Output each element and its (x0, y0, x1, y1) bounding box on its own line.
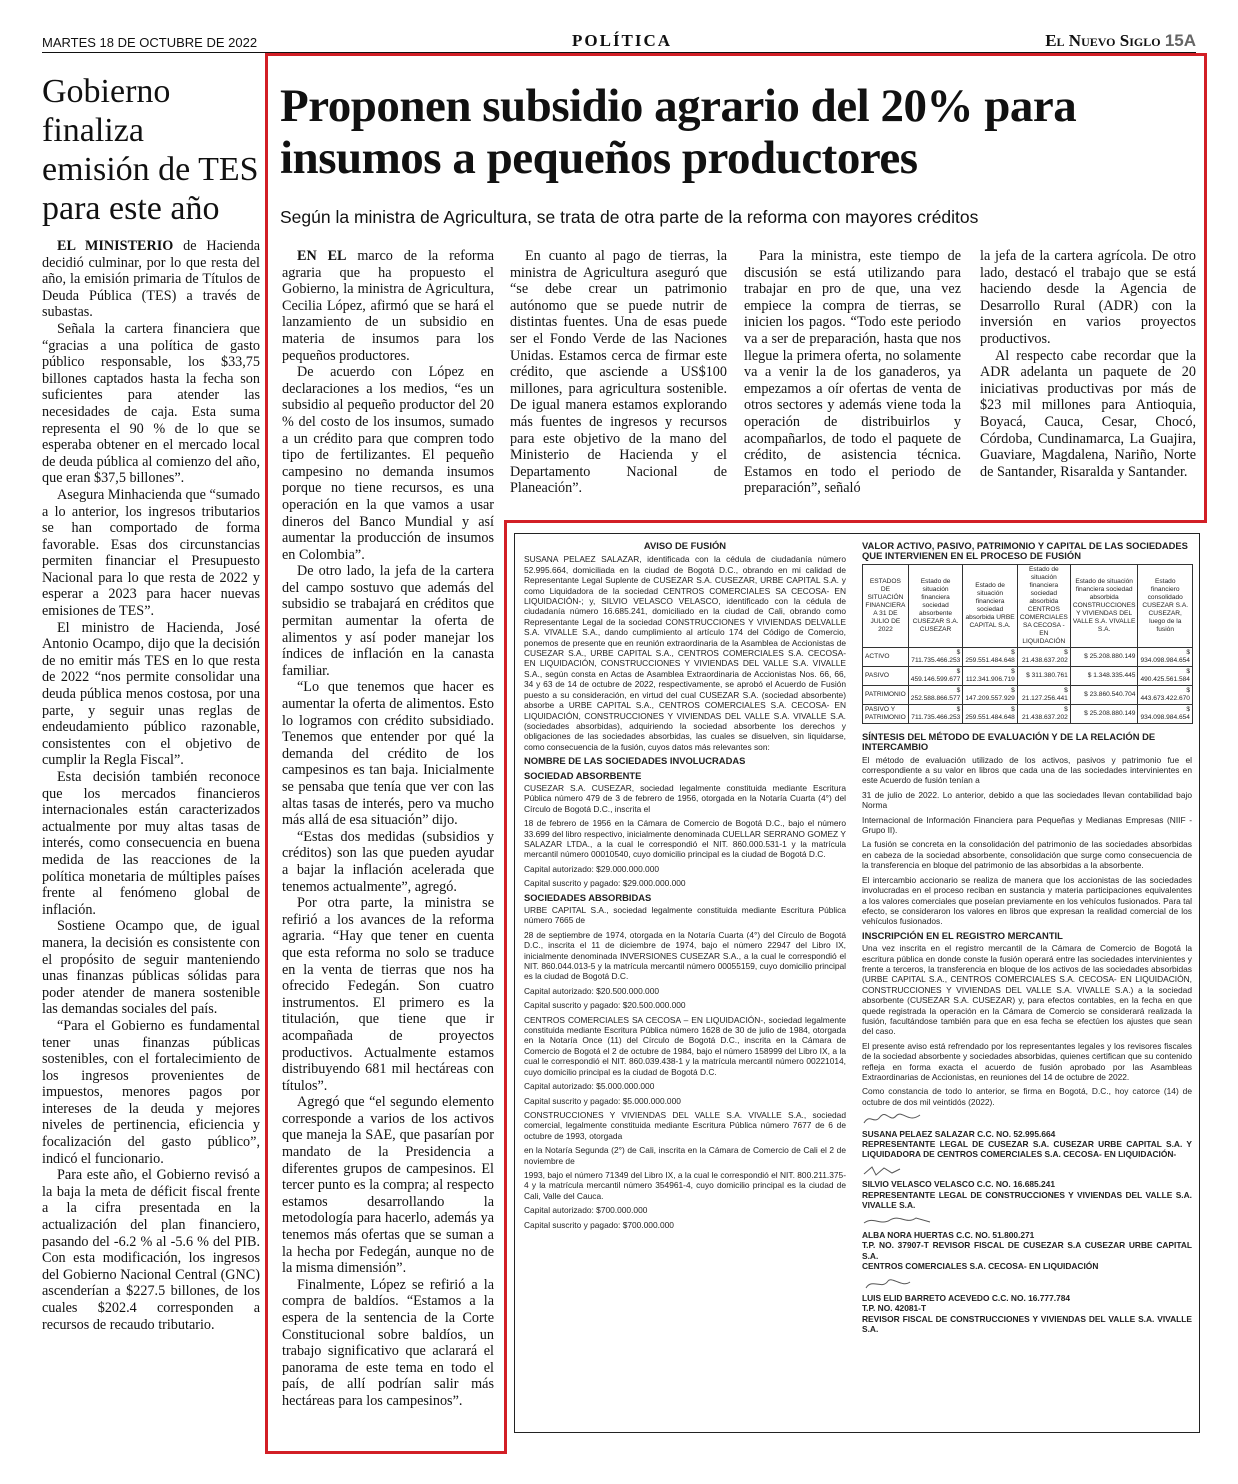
notice-heading: SOCIEDADES ABSORBIDAS (524, 891, 652, 903)
signature-mark (862, 1276, 1192, 1293)
table-cell: $ 23.860.540.704 (1070, 685, 1138, 704)
side-lead-bold: EL MINISTERIO (57, 238, 174, 254)
notice-para: Como constancia de todo lo anterior, se firma en Bogotá, D.C., hoy catorce (14) de octubre de dos mil veintidós (2022). (862, 1086, 1192, 1107)
main-column-1 (282, 248, 494, 1410)
signature-mark (862, 1164, 1192, 1179)
table-header: Estado de situación financiera sociedad absorbente CUSEZAR S.A. CUSEZAR (908, 564, 963, 647)
side-para: Asegura Minhacienda que “sumado a lo anterior, los ingresos tributarios se han comportado de forma favorable. Esas dos circunstancias permiten financiar el Presupuesto Nacional para lo que resta de 2022 y esperar a 2023 para hacer nuevas emisiones de TES”. (42, 486, 260, 620)
signature-block: ALBA NORA HUERTAS C.C. NO. 51.800.271 T.P. NO. 37907-T REVISOR FISCAL DE CUSEZAR S.A CUSEZAR URBE CAPITAL S.A. CENTROS COMERCIALES S.A. CECOSA- EN LIQUIDACIÓN (862, 1229, 1192, 1272)
notice-para: Una vez inscrita en el registro mercantil de la Cámara de Comercio de Bogotá la escritura pública en donde conste la fusión operará entre las sociedades intervinientes y frente a terceros, la transferencia en bloque de los activos de las sociedades absorbidas (URBE CAPITAL S.A., CENTROS COMERCIALES S.A. CECOSA- EN LIQUIDACIÓN, CONSTRUCCIONES Y VIVIENDAS DEL VALLE S.A. VIVALLE S.A.) a la sociedad absorbente (CUSEZAR S.A. CUSEZAR) y, para efectos contables, en la fecha en que quede registrada la operación en la Cámara de Comercio se considerará realizada la fusión, facultándose también para que en esa fecha se efectúen los ajustes que sean del caso. (862, 943, 1192, 1037)
main-column-4 (980, 248, 1196, 480)
table-row (863, 704, 1193, 723)
main-column-3 (744, 248, 961, 497)
page-number: 15A (1164, 31, 1196, 50)
main-para: Finalmente, López se refirió a la compra de baldíos. “Estamos a la espera de la sentencia de la Corte Constitucional sobre baldíos, un trabajo significativo que aclarará el panorama de este tema en todo el país, de allí podrían salir más hectáreas para los campesinos”. (282, 1276, 494, 1409)
notice-heading: SÍNTESIS DEL MÉTODO DE EVALUACIÓN Y DE LA RELACIÓN DE INTERCAMBIO (862, 730, 1156, 753)
notice-heading: VALOR ACTIVO, PASIVO, PATRIMONIO Y CAPITAL DE LAS SOCIEDADES QUE INTERVIENEN EN EL PROCESO DE FUSIÓN (862, 540, 1188, 562)
table-cell: $ 934.098.984.654 (1138, 647, 1193, 666)
legal-notice-left (524, 541, 846, 1234)
notice-capital: Capital autorizado: $29.000.000.000 (524, 863, 660, 874)
table-cell: $ 21.438.637.202 (1017, 647, 1070, 666)
notice-heading: INSCRIPCIÓN EN EL REGISTRO MERCANTIL (862, 929, 1063, 941)
side-article-title: Gobierno finaliza emisión de TES para este año (42, 73, 259, 227)
notice-para: 18 de febrero de 1956 en la Cámara de Comercio de Bogotá D.C., bajo el número 33.699 del libro respectivo, inicialmente denominada CUELLAR SERRANO GOMEZ Y SALAZAR LTDA., a la cual le correspondió el NIT. 860.000.531-1 y la matrícula mercantil número 00010540, cuyo domicilio principal es la ciudad de Bogotá D.C. (524, 818, 846, 860)
notice-capital: Capital autorizado: $20.500.000.000 (524, 985, 660, 996)
main-deck: Según la ministra de Agricultura, se trata de otra parte de la reforma con mayores créditos (280, 207, 979, 227)
main-para: Para la ministra, este tiempo de discusión se está utilizando para trabajar en pro de que, una vez empiece la compra de tierras, se inicien los pagos. “Todo este periodo va a ser de preparación, hasta que nos llegue la primera oferta, no solamente va a venir la de los ganaderos, ya empezamos a oír ofertas de venta de otros sectores y además viene toda la operación de distribuirlos y acompañarlos, de todo el paquete de crédito, de asistencia técnica. Estamos en todo el periodo de preparación”, señaló (744, 248, 961, 497)
notice-intro: SUSANA PELAEZ SALAZAR, identificada con la cédula de ciudadanía número 52.995.664, domiciliada en la ciudad de Bogotá D.C., obrando en mi calidad de Representante Legal Suplente de CUSEZAR S.A. CUSEZAR, URBE CAPITAL S.A. y como Liquidadora de la sociedad CENTROS COMERCIALES SA CECOSA- EN LIQUIDACIÓN-; y, SILVIO VELASCO VELASCO, identificado con la cédula de ciudadanía número 16.685.241, domiciliado en la ciudad de Cali, obrando como Representante Legal de la sociedad CONSTRUCCIONES Y VIVIENDAS DELVALLE S.A. VIVALLE S.A., dando cumplimiento al artículo 174 del Código de Comercio, ponemos de presente que en reunión extraordinaria de la Asamblea de Accionistas de CUSEZAR S.A., URBE CAPITAL S.A., CENTROS COMERCIALES S.A. CECOSA- EN LIQUIDACIÓN, CONSTRUCCIONES Y VIVIENDAS DEL VALLE S.A. VIVALLE S.A., según consta en Actas de Asamblea Extraordinaria de Accionistas Nos. 66, 66, 34 y 63 de 14 de octubre de 2022, respectivamente, se aprobó el Acuerdo de Fusión puesto a su consideración, en virtud del cual CUSEZAR S.A. (sociedad absorbente) absorbe a URBE CAPITAL S.A., CENTROS COMERCIALES S.A. CECOSA- EN LIQUIDACIÓN, CONSTRUCCIONES Y VIVIENDAS DEL VALLE S.A. VIVALLE S.A. (sociedades absorbidas), adquiriendo la sociedad absorbente los derechos y obligaciones de las sociedades absorbidas, las cuales se disuelven, sin liquidarse, como consecuencia de la fusión, cuyos datos más relevantes son: (524, 554, 846, 752)
signature-block: LUIS ELID BARRETO ACEVEDO C.C. NO. 16.777.784 T.P. NO. 42081-T REVISOR FISCAL DE CONSTRUCCIONES Y VIVIENDAS DEL VALLE S.A. VIVALLE S.A. (862, 1292, 1192, 1335)
side-para: Para este año, el Gobierno revisó a la baja la meta de déficit fiscal frente a la cifra presentada en la actualización del plan financiero, pasando del -6.2 % al -5.6 % del PIB. Con esta modificación, los ingresos del Gobierno Nacional Central (GNC) ascenderían a $227.5 billones, de los cuales $202.4 corresponden a recursos de recaudo tributario. (42, 1167, 260, 1333)
notice-para: CUSEZAR S.A. CUSEZAR, sociedad legalmente constituida mediante Escritura Pública número 479 de 3 de febrero de 1956, otorgada en la Notaría Cuarta (4°) del Círculo de Bogotá D.C., inscrita el (524, 782, 846, 814)
table-cell: $ 459.146.599.677 (908, 666, 963, 685)
table-cell: $ 711.735.466.253 (908, 704, 963, 723)
notice-para: 31 de julio de 2022. Lo anterior, debido a que las sociedades llevan contabilidad bajo Norma (862, 789, 1192, 811)
table-cell: $ 21.127.256.441 (1017, 685, 1070, 704)
main-para: Al respecto cabe recordar que la ADR adelanta un paquete de 20 iniciativas productivas por más de $23 mil millones para Antioquia, Boyacá, Cauca, Cesar, Chocó, Córdoba, Cundinamarca, La Guajira, Guaviare, Magdalena, Nariño, Norte de Santander, Risaralda y Santander. (980, 347, 1196, 480)
table-header: ESTADOS DE SITUACIÓN FINANCIERA A 31 DE JULIO DE 2022 (863, 564, 909, 647)
side-para: Sostiene Ocampo que, de igual manera, la decisión es consistente con el propósito de seguir manteniendo unas finanzas públicas sólidas para poder atender de manera sostenible las demandas sociales del país. (42, 918, 260, 1018)
table-header: Estado de situación financiera sociedad absorbida CENTROS COMERCIALES SA CECOSA - EN LIQUIDACIÓN (1017, 564, 1070, 647)
notice-para: 28 de septiembre de 1974, otorgada en la Notaría Cuarta (4°) del Círculo de Bogotá D.C., inscrita el 11 de diciembre de 1974, bajo el número 22947 del Libro IX, inicialmente denominada INVERSIONES CUSEZAR S.A., a la cual le correspondió el NIT. 860.044.013-5 y la matrícula mercantil número 00055159, cuyo domicilio principal es la ciudad de Bogotá D.C. (524, 929, 846, 982)
table-cell: $ 25.208.880.149 (1070, 647, 1138, 666)
signature-mark (862, 1214, 1192, 1229)
table-cell: ACTIVO (863, 647, 909, 666)
masthead-name: El Nuevo Siglo (1045, 31, 1161, 50)
notice-para: CENTROS COMERCIALES SA CECOSA – EN LIQUIDACIÓN-, sociedad legalmente constituida mediante Escritura Pública número 1628 de 30 de julio de 1984, otorgada en la Notaría Once (11) del Círculo de Bogotá D.C., inscrita en la Cámara de Comercio de Bogotá el 2 de octubre de 1984, bajo el número 158999 del Libro IX, a la cual le correspondió el NIT. 860.039.438-1 y la matrícula mercantil número 00221014, cuyo domicilio principal es la ciudad de Bogotá D.C. (524, 1014, 846, 1077)
table-cell: $ 21.438.637.202 (1017, 704, 1070, 723)
table-cell: $ 252.588.866.577 (908, 685, 963, 704)
notice-capital: Capital suscrito y pagado: $29.000.000.000 (524, 878, 686, 889)
table-header: Estado de situación financiera sociedad absorbida URBE CAPITAL S.A. (963, 564, 1018, 647)
notice-para: La fusión se concreta en la consolidación del patrimonio de las sociedades absorbidas en cabeza de la sociedad absorbente, consolidación que surge como consecuencia de la transferencia en bloque del patrimonio de las absorbidas a la absorbente. (862, 839, 1192, 871)
table-cell: $ 112.341.906.719 (963, 666, 1018, 685)
side-para: Esta decisión también reconoce que los mercados financieros internacionales están caracterizados actualmente por muy altas tasas de interés, como consecuencia en buena medida de las reacciones de la política monetaria de múltiples países frente al fenómeno global de inflación. (42, 769, 260, 918)
main-para: marco de la reforma agraria que ha propuesto el Gobierno, la ministra de Agricultura, Cecilia López, afirmó que se hará el lanzamiento de un subsidio en materia de insumos para los pequeños productores. (282, 248, 494, 364)
main-para: la jefa de la cartera agrícola. De otro lado, destacó el trabajo que se está haciendo desde la Agencia de Desarrollo Rural (ADR) con la inversión en varios proyectos productivos. (980, 248, 1196, 347)
notice-capital: Capital autorizado: $700.000.000 (524, 1205, 648, 1216)
notice-para: Internacional de Información Financiera para Pequeñas y Medianas Empresas (NIIF - Grupo II). (862, 814, 1192, 836)
side-para: “Para el Gobierno es fundamental tener unas finanzas públicas sostenibles, con el fortalecimiento de los ingresos provenientes de impuestos, menores pagos por intereses de la deuda y mejores niveles de pertinencia, eficiencia y focalización del gasto público”, indicó el funcionario. (42, 1017, 260, 1167)
main-para: “Lo que tenemos que hacer es aumentar la oferta de alimentos. Esto lo logramos con crédito subsidiado. Tenemos que entender por qué la demanda del crédito de los campesinos es tan baja. Inicialmente se pensaba que tenía que ver con las altas tasas de interés, pero va mucho más allá de esa situación” dijo. (282, 679, 494, 829)
main-column-2 (510, 248, 727, 497)
issue-date: MARTES 18 DE OCTUBRE DE 2022 (42, 35, 258, 50)
notice-heading: NOMBRE DE LAS SOCIEDADES INVOLUCRADAS (524, 755, 746, 767)
signature-mark (862, 1111, 1192, 1128)
notice-capital: Capital suscrito y pagado: $5.000.000.000 (524, 1095, 681, 1106)
notice-para: CONSTRUCCIONES Y VIVIENDAS DEL VALLE S.A. VIVALLE S.A., sociedad comercial, legalmente constituida mediante Escritura Pública número 7677 de 6 de octubre de 1993, otorgada (524, 1109, 846, 1141)
signature-block: SILVIO VELASCO VELASCO C.C. NO. 16.685.241 REPRESENTANTE LEGAL DE CONSTRUCCIONES Y VIVIENDAS DEL VALLE S.A. VIVALLE S.A. (862, 1179, 1192, 1211)
table-cell: $ 443.673.422.670 (1138, 685, 1193, 704)
notice-para: El intercambio accionario se realiza de manera que los accionistas de las sociedades involucradas en el proceso reciban en sustancia y materia participaciones equivalentes a los valores comerciales que poseían previamente en los vehículos fusionados. Para tal efecto, se consideraron los valores en libros que expresan la realidad comercial de los vehículos fusionados. (862, 874, 1192, 927)
table-cell: $ 311.380.761 (1017, 666, 1070, 685)
table-cell: PATRIMONIO (863, 685, 909, 704)
notice-para: 1993, bajo el número 71349 del Libro IX, a la cual le correspondió el NIT. 800.211.375-4 y la matrícula mercantil número 354961-4, cuyo domicilio principal es la ciudad de Cali, Valle del Cauca. (524, 1169, 846, 1201)
table-cell: $ 259.551.484.648 (963, 647, 1018, 666)
table-cell: $ 147.209.557.929 (963, 685, 1018, 704)
main-lead-bold: EN EL (297, 248, 347, 264)
notice-title: AVISO DE FUSIÓN (643, 540, 727, 551)
side-article-body (42, 238, 260, 1333)
table-header: Estado financiero consolidado CUSEZAR S.A. CUSEZAR, luego de la fusión (1138, 564, 1193, 647)
table-cell: $ 25.208.880.149 (1070, 704, 1138, 723)
table-cell: $ 934.098.984.654 (1138, 704, 1193, 723)
main-para: De acuerdo con López en declaraciones a los medios, “es un subsidio al pequeño productor del 20 % del costo de los insumos, sumado a un crédito para que compren todo tipo de fertilizantes. El pequeño campesino no demanda insumos porque no tiene recursos, es una operación en la que vamos a usar dineros del Banco Mundial y así aumentar la producción de insumos en Colombia”. (282, 364, 494, 563)
table-header: Estado de situación financiera sociedad absorbida CONSTRUCCIONES Y VIVIENDAS DEL VALLE S.A. VIVALLE S.A. (1070, 564, 1138, 647)
side-article (42, 72, 260, 1333)
signature-block: SUSANA PELAEZ SALAZAR C.C. NO. 52.995.664 REPRESENTANTE LEGAL DE CUSEZAR S.A. CUSEZAR URBE CAPITAL S.A. Y LIQUIDADORA DE CENTROS COMERCIALES S.A. CECOSA- EN LIQUIDACIÓN- (862, 1128, 1192, 1160)
main-para: “Estas dos medidas (subsidios y créditos) son las que pueden ayudar a bajar la inflación acelerada que tenemos actualmente”, agregó. (282, 828, 494, 895)
side-para: de Hacienda decidió culminar, por lo que resta del año, la emisión primaria de Títulos de Deuda Pública (TES) a través de subastas. (42, 238, 260, 321)
notice-para: El presente aviso está refrendado por los representantes legales y los revisores fiscales de la sociedad absorbente y sociedades absorbidas, quienes certifican que su contenido refleja en forma exacta el acuerdo de fusión aprobado por las Asambleas Extraordinarias de Accionistas, en reuniones del 14 de octubre de 2022. (862, 1040, 1192, 1082)
notice-capital: Capital suscrito y pagado: $20.500.000.000 (524, 1000, 686, 1011)
notice-para: en la Notaría Segunda (2°) de Cali, inscrita en la Cámara de Comercio de Cali el 2 de noviembre de (524, 1145, 846, 1166)
main-para: Agregó que “el segundo elemento corresponde a varios de los activos que maneja la SAE, que pasarían por mandato de la Presidencia a diferentes grupos de campesinos. El tercer punto es la compra; al respecto estamos desarrollando la metodología para hacerlo, además ya tenemos más ofertas que se suman a la hecha por Fedegán, aunque no de la misma dimensión”. (282, 1094, 494, 1277)
table-cell: $ 1.348.335.445 (1070, 666, 1138, 685)
table-row (863, 647, 1193, 666)
main-headline: Proponen subsidio agrario del 20% para insumos a pequeños productores (280, 80, 1077, 184)
table-cell: PASIVO (863, 666, 909, 685)
section-name: POLÍTICA (572, 31, 673, 50)
table-cell: PASIVO Y PATRIMONIO (863, 704, 909, 723)
notice-capital: Capital autorizado: $5.000.000.000 (524, 1081, 655, 1092)
legal-notice-right (862, 541, 1192, 1339)
main-para: Por otra parte, la ministra se refirió a los avances de la reforma agraria. “Hay que tener en cuenta que esta reforma no solo se traduce en la venta de tierras que nos ha ofrecido Fedegán. Son cuatro instrumentos. El primero es la titulación, que tiene que ir acompañada de proyectos productivos. Actualmente estamos distribuyendo 681 mil hectáreas con títulos”. (282, 895, 494, 1094)
table-row (863, 666, 1193, 685)
financial-table (862, 564, 1193, 724)
main-para: De otro lado, la jefa de la cartera del campo sostuvo que además del subsidio se trabajará en créditos que permitan aumentar la oferta de alimentos y así poder manejar los índices de inflación en la canasta familiar. (282, 563, 494, 679)
main-para: En cuanto al pago de tierras, la ministra de Agricultura aseguró que “se debe crear un patrimonio autónomo que se puede nutrir de distintas fuentes. Una de esas puede ser el Fondo Verde de las Naciones Unidas. Estamos cerca de firmar este crédito, que asciende a US$100 millones, para agricultura sostenible. De igual manera estamos explorando más fuentes de ingresos y recursos para este objetivo de la mano del Ministerio de Hacienda y el Departamento Nacional de Planeación”. (510, 248, 727, 497)
side-para: El ministro de Hacienda, José Antonio Ocampo, dijo que la decisión de no emitir más TES en lo que resta de 2022 “nos permite consolidar una deuda pública menos costosa, por una parte, y seguir unas reglas de endeudamiento público razonable, consistentes con el objetivo de cumplir la Regla Fiscal”. (42, 619, 260, 769)
side-para: Señala la cartera financiera que “gracias a una política de gasto público responsable, los $33,75 billones captados hasta la fecha son suficientes para atender las necesidades de caja. Esta suma representa el 90 % de lo que se esperaba obtener en el mercado local de deuda pública al comienzo del año, que eran $37,5 billones”. (42, 320, 260, 487)
notice-heading: SOCIEDAD ABSORBENTE (524, 769, 642, 781)
table-row (863, 685, 1193, 704)
highlight-frame-mid (505, 520, 1207, 523)
notice-para: URBE CAPITAL S.A., sociedad legalmente constituida mediante Escritura Pública número 7665 de (524, 905, 846, 926)
masthead (1045, 31, 1196, 51)
notice-para: El método de evaluación utilizado de los activos, pasivos y patrimonio fue el correspondiente a su valor en libros que cada una de las sociedades intervinientes en este Acuerdo de fusión tenían a (862, 754, 1192, 786)
notice-capital: Capital suscrito y pagado: $700.000.000 (524, 1219, 674, 1230)
table-cell: $ 711.735.466.253 (908, 647, 963, 666)
table-cell: $ 490.425.561.584 (1138, 666, 1193, 685)
table-cell: $ 259.551.484.648 (963, 704, 1018, 723)
